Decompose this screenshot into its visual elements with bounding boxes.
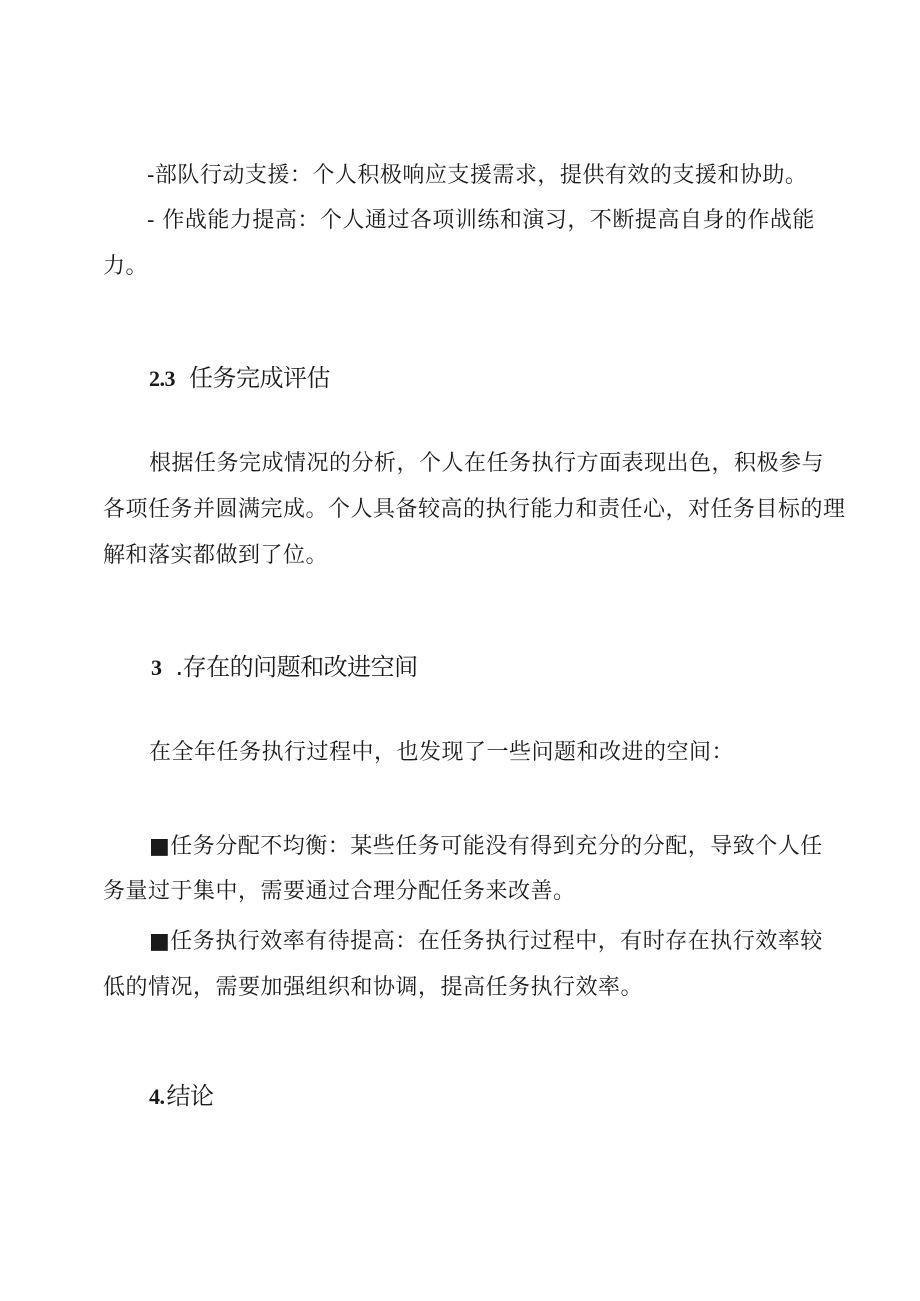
section-3-title: .存在的问题和改进空间 xyxy=(175,653,418,681)
bullet-efficiency-line1: ■任务执行效率有待提高：在任务执行过程中，有时存在执行效率较 xyxy=(149,929,823,954)
section-4-number: 4. xyxy=(149,1084,165,1109)
evaluation-paragraph-line2: 各项任务并圆满完成。个人具备较高的执行能力和责任心，对任务目标的理 xyxy=(103,497,846,522)
combat-item-text-line1: - 作战能力提高：个人通过各项训练和演习，不断提高自身的作战能 xyxy=(147,208,815,233)
bullet-task-allocation-line1: ■任务分配不均衡：某些任务可能没有得到充分的分配，导致个人任 xyxy=(149,834,823,859)
combat-item-text-line2: 力。 xyxy=(103,254,149,279)
evaluation-paragraph-line1: 根据任务完成情况的分析，个人在任务执行方面表现出色，积极参与 xyxy=(149,451,825,476)
bullet-task-allocation-line2: 务量过于集中，需要通过合理分配任务来改善。 xyxy=(103,879,576,904)
section-2-3-title: 任务完成评估 xyxy=(189,364,330,392)
section-4-title: 结论 xyxy=(166,1082,214,1110)
evaluation-paragraph-line3: 解和落实都做到了位。 xyxy=(103,543,329,568)
section-3-number: 3 xyxy=(151,655,162,680)
problems-intro-text: 在全年任务执行过程中，也发现了一些问题和改进的空间： xyxy=(149,740,735,765)
bullet-efficiency-line2: 低的情况，需要加强组织和协调，提高任务执行效率。 xyxy=(103,975,644,1000)
section-2-3-number: 2.3 xyxy=(149,366,175,391)
support-item-text: -部队行动支援：个人积极响应支援需求，提供有效的支援和协助。 xyxy=(147,163,808,188)
section-3-heading xyxy=(151,651,418,684)
section-2-3-heading xyxy=(149,362,330,395)
section-4-heading xyxy=(149,1080,214,1113)
